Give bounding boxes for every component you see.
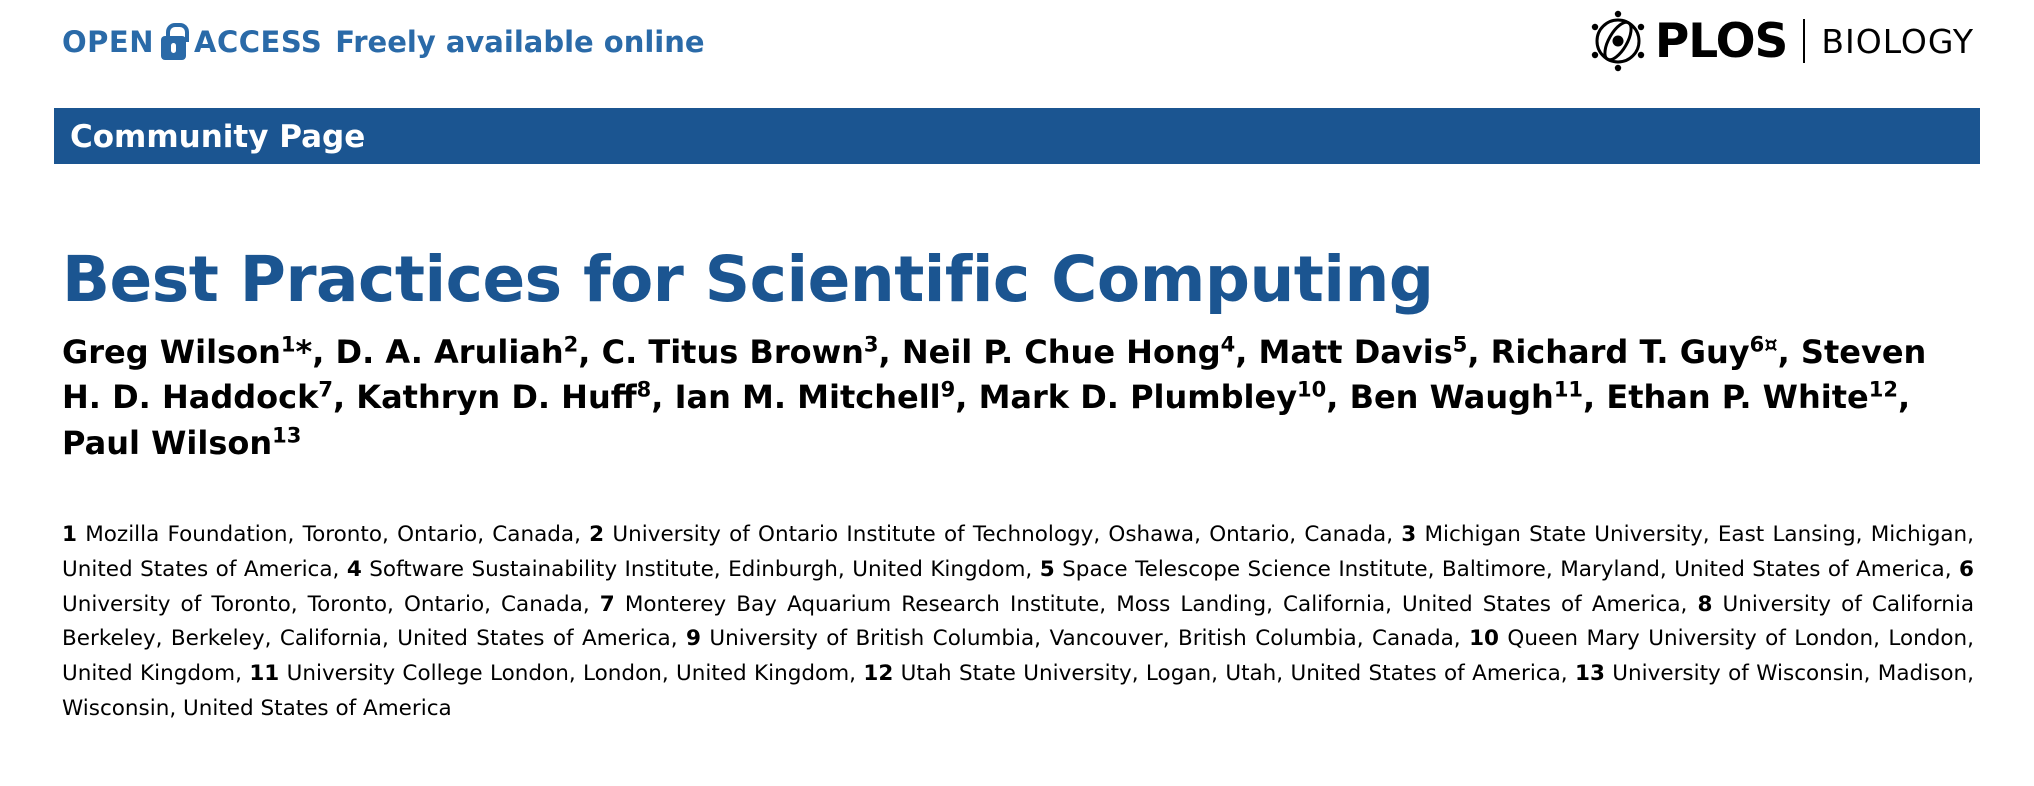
publisher-logo[interactable] xyxy=(1587,10,1974,72)
article-type-label: Community Page xyxy=(70,119,366,155)
logo-divider xyxy=(1803,19,1805,63)
publisher-name: PLOS xyxy=(1654,13,1788,69)
page-header xyxy=(0,0,2034,92)
open-lock-icon xyxy=(161,23,187,61)
article-type-band xyxy=(54,108,1980,164)
open-access-label-open: OPEN xyxy=(62,25,154,59)
open-access-banner xyxy=(62,23,705,61)
author-list: Greg Wilson$^1$*, D. A. Aruliah$^2$, C. Titus Brown$^3$, Neil P. Chue Hong$^4$, Matt Davis$^5$, Richard T. Guy$^{6¤}$, Steven H. D. Haddock$^7$, Kathryn D. Huff$^8$, Ian M. Mitchell$^9$, Mark D. Plumbley$^{10}$, Ben Waugh$^{11}$, Ethan P. White$^{12}$, Paul Wilson$^{13}$ xyxy=(62,332,1927,462)
page-title: Best Practices for Scientific Computing xyxy=(62,243,1434,317)
open-access-label-access: ACCESS xyxy=(194,25,323,59)
freely-available-label: Freely available online xyxy=(335,25,705,59)
journal-name: BIOLOGY xyxy=(1821,21,1974,61)
plos-atom-icon xyxy=(1587,10,1649,72)
affiliation-list: 1 Mozilla Foundation, Toronto, Ontario, Canada, 2 University of Ontario Institute of Technology, Oshawa, Ontario, Canada, 3 Michigan State University, East Lansing, Michigan, United States of America, 4 Software Sustainability Institute, Edinburgh, United Kingdom, 5 Space Telescope Science Institute, Baltimore, Maryland, United States of America, 6 University of Toronto, Toronto, Ontario, Canada, 7 Monterey Bay Aquarium Research Institute, Moss Landing, California, United States of America, 8 University of California Berkeley, Berkeley, California, United States of America, 9 University of British Columbia, Vancouver, British Columbia, Canada, 10 Queen Mary University of London, London, United Kingdom, 11 University College London, London, United Kingdom, 12 Utah State University, Logan, Utah, United States of America, 13 University of Wisconsin, Madison, Wisconsin, United States of America xyxy=(62,522,1974,722)
